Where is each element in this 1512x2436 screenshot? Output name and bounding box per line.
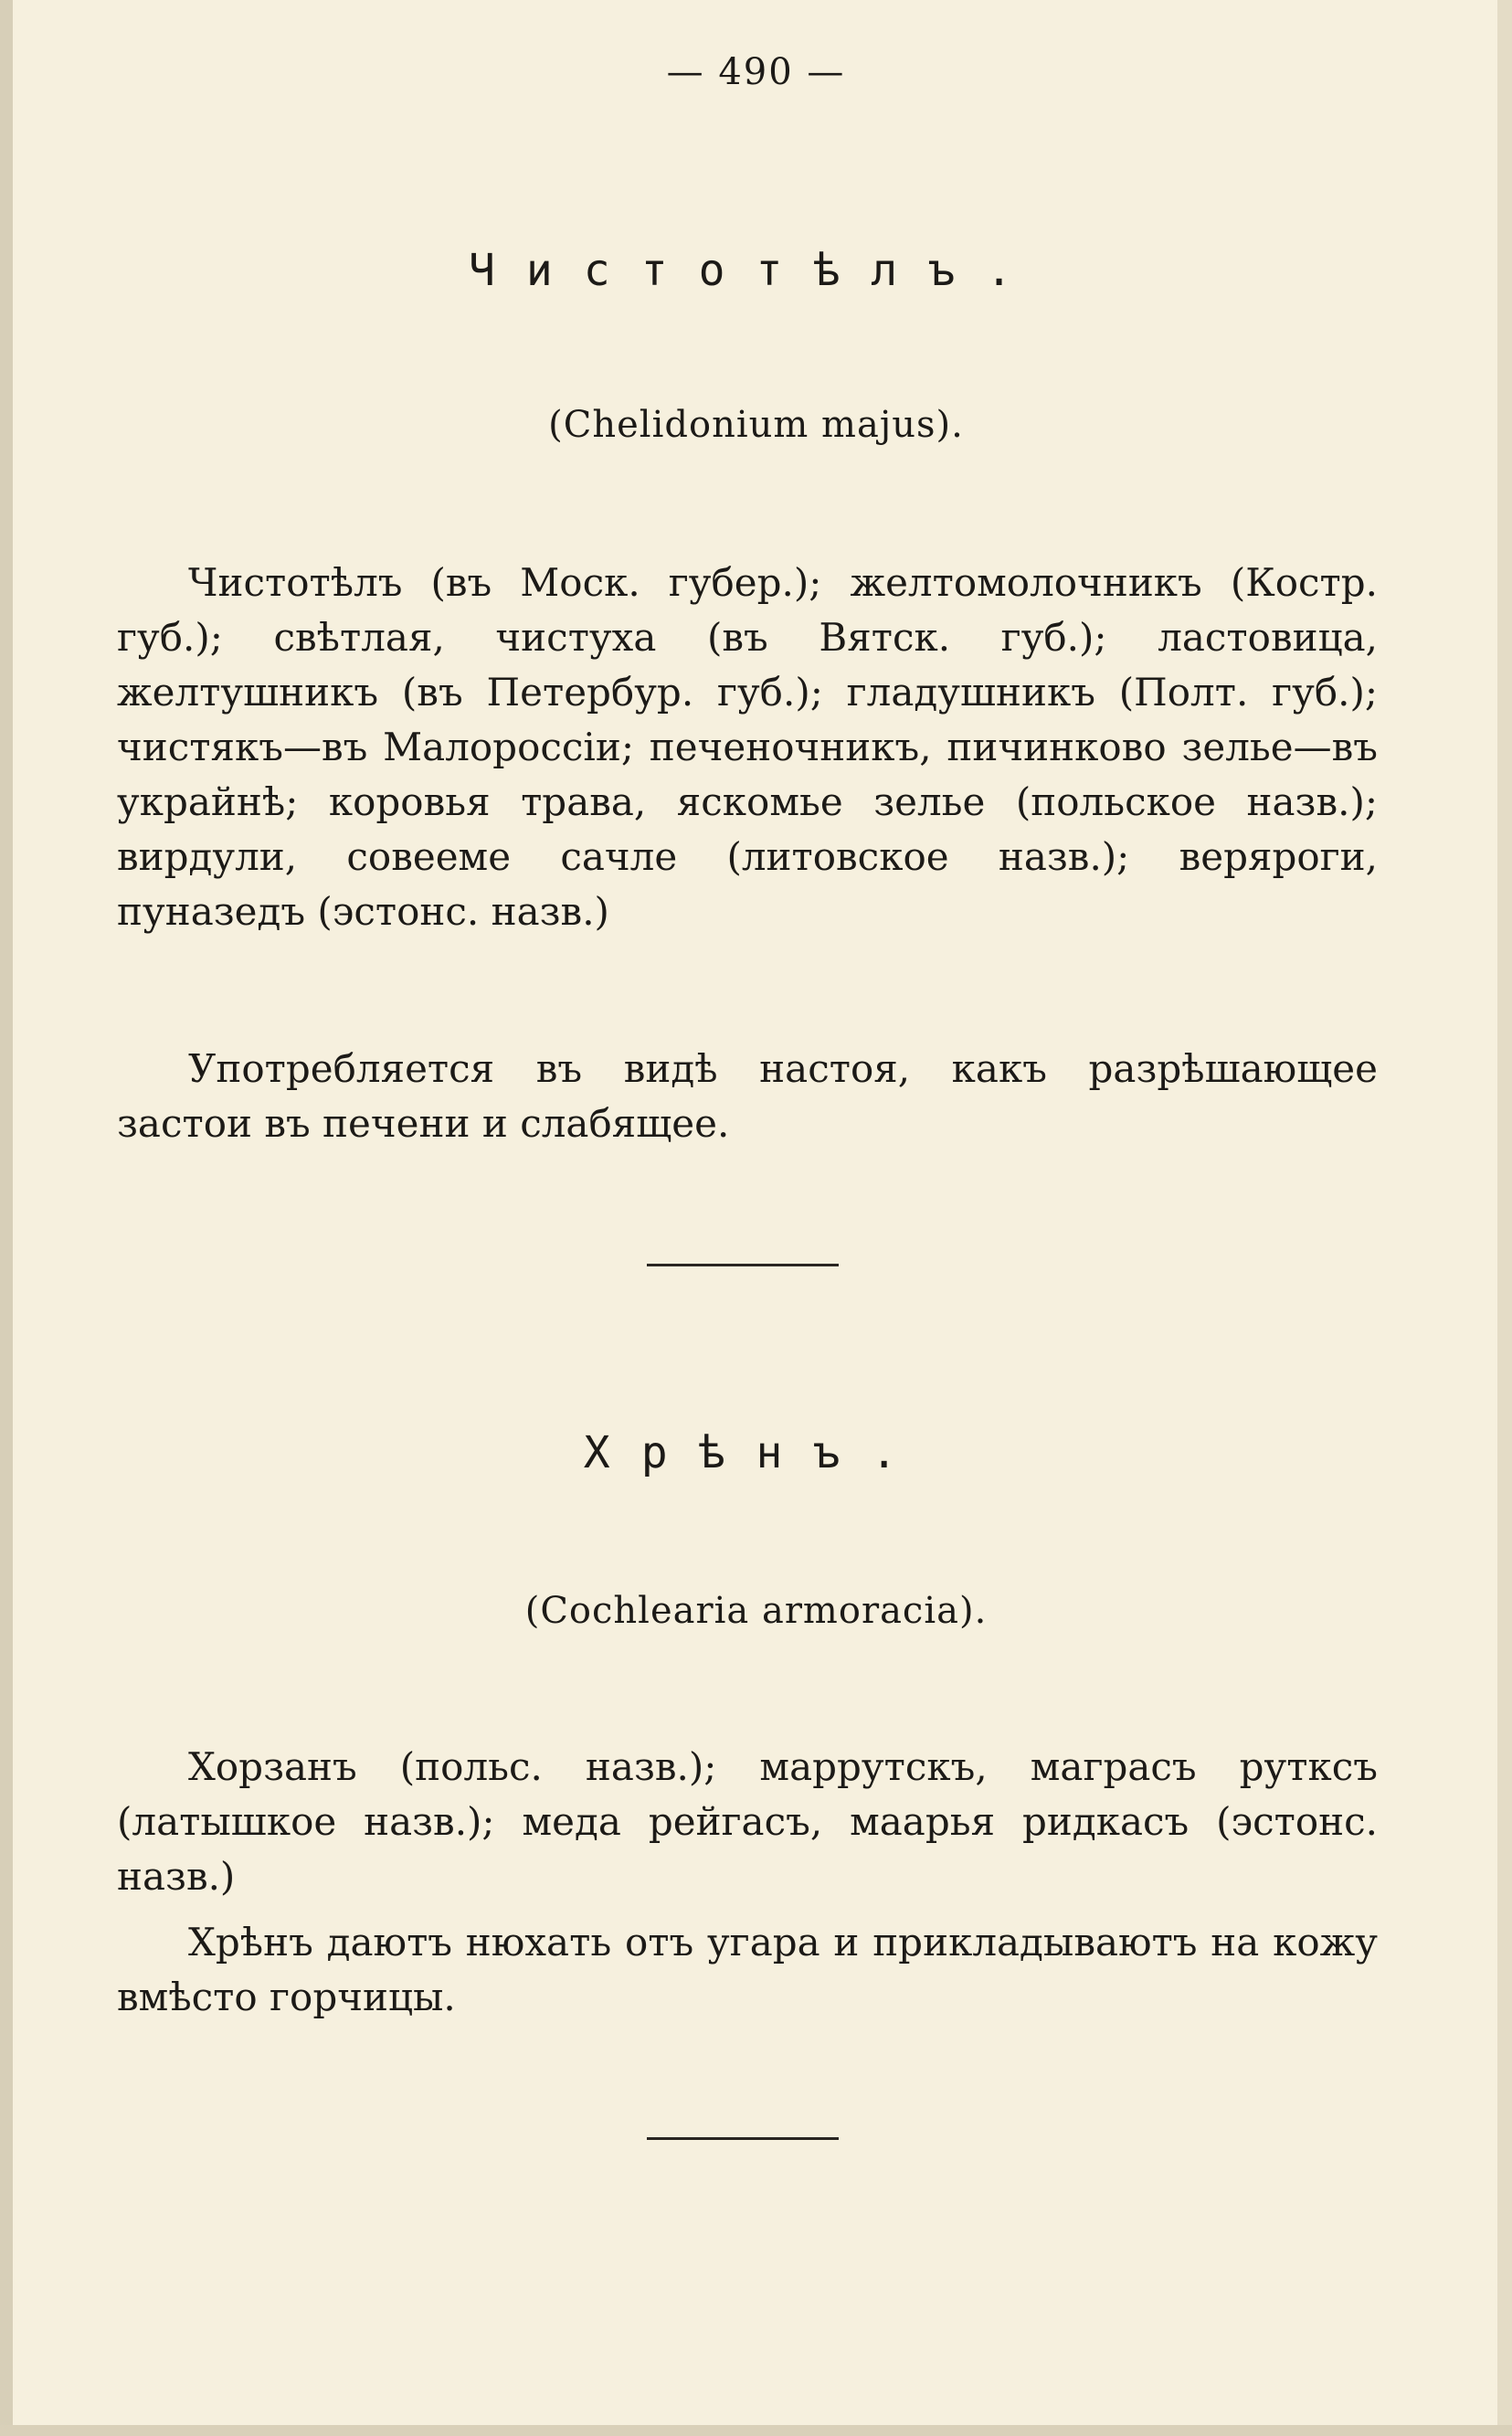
page-number: — 490 —: [666, 51, 846, 93]
section-title-khren: Хрѣнъ.: [583, 1427, 929, 1478]
page-right-edge: [1497, 0, 1512, 2436]
latin-name-chelidonium: (Chelidonium majus).: [548, 404, 964, 446]
page-bottom-edge: [0, 2425, 1512, 2436]
paragraph-usage-chistotel: Употребляется въ видѣ настоя, какъ разрѣшающее застои въ печени и слабящее.: [117, 1046, 1378, 1146]
page-left-edge: [0, 0, 13, 2436]
latin-name-cochlearia: (Cochlearia armoracia).: [524, 1590, 988, 1632]
paragraph-usage-khren: Хрѣнъ даютъ нюхать отъ угара и прикладываютъ на кожу вмѣсто горчицы.: [117, 1920, 1378, 2019]
section-title-chistotel: Чистотѣлъ.: [469, 245, 1043, 296]
paragraph-names-khren: Хорзанъ (польс. назв.); маррутскъ, маграсъ руткcъ (латышкое назв.); меда рейгасъ, маарья ридкасъ (эстонс. назв.): [117, 1744, 1378, 1899]
end-divider-rule: [647, 2137, 839, 2140]
section-divider-rule: [647, 1264, 839, 1266]
paragraph-names-chistotel: Чистотѣлъ (въ Моск. губер.); желтомолочникъ (Костр. губ.); свѣтлая, чистуха (въ Вятск. губ.); ластовица, желтушникъ (въ Петербур. губ.); гладушникъ (Полт. губ.); чистякъ—въ Малороссіи; печеночникъ, пичинково зелье—въ украйнѣ; коровья трава, яскомье зелье (польское назв.); вирдули, совееме сачле (литовское назв.); веряроги, пуназедъ (эстонс. назв.): [117, 560, 1378, 934]
